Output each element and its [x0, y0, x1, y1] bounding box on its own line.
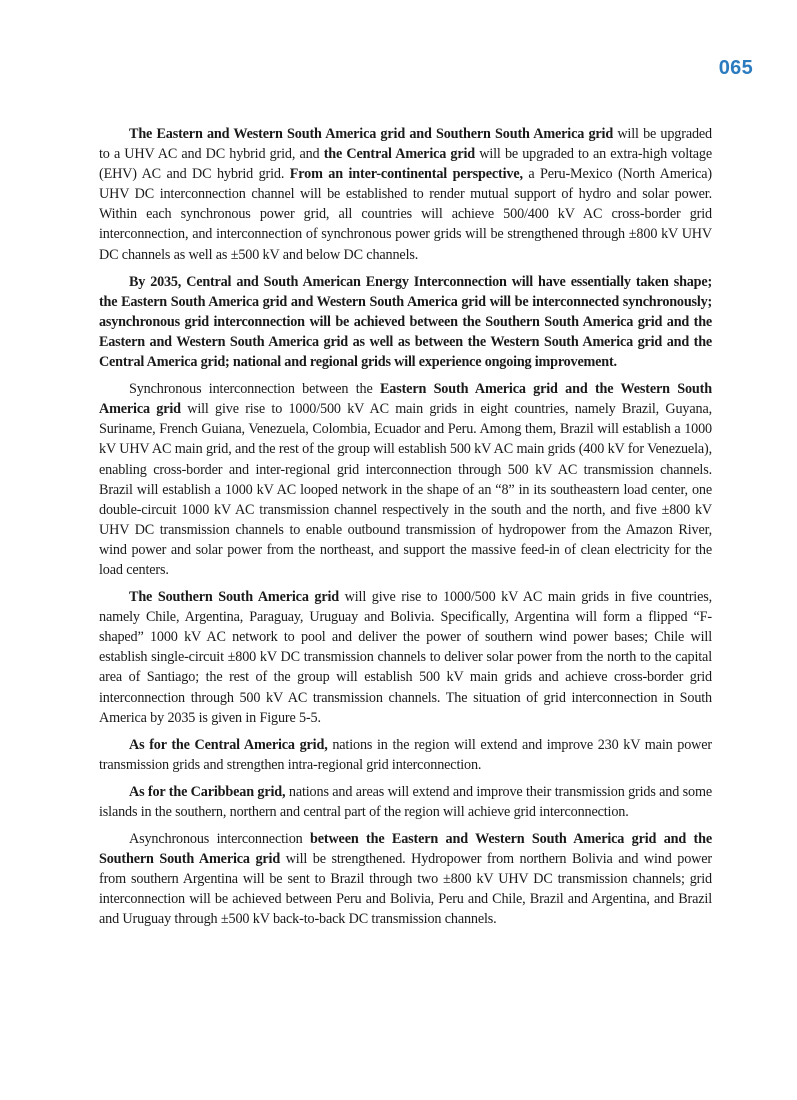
text: will be upgraded to an extra-high voltage (EHV) AC and DC hybrid grid.	[99, 146, 713, 183]
paragraph-southern-grid	[99, 587, 712, 728]
paragraph-caribbean	[99, 782, 712, 822]
bold-text: From an inter-continental perspective,	[289, 166, 523, 183]
body-text	[99, 124, 712, 937]
text: nations in the region will extend and improve 230 kV main power transmission grids and strengthen intra-regional grid interconnection.	[99, 736, 712, 773]
bold-text: The Southern South America grid	[129, 589, 340, 606]
bold-text: between the Eastern and Western South America grid and the Southern South America grid	[99, 831, 712, 868]
bold-text: By 2035, Central and South American Energy Interconnection will have essentially taken shape; the Eastern South America grid and Western South America grid will be interconnected synchronously; asynchronous grid interconnection will be achieved between the Southern South America grid and the Eastern and Western South America grid as well as between the Western South America grid and the Central America grid; national and regional grids will experience ongoing improvement.	[99, 273, 712, 371]
bold-text: the Central America grid	[323, 146, 476, 163]
text: a Peru-Mexico (North America) UHV DC interconnection channel will be established to render mutual support of hydro and solar power. Within each synchronous power grid, all countries will achieve 500/400 kV AC cross-border grid interconnection, and interconnection of synchronous power grids will be strengthened through ±800 kV UHV DC channels as well as ±500 kV and below DC channels.	[99, 166, 712, 263]
paragraph-central-america	[99, 735, 712, 775]
paragraph-2035-summary	[99, 272, 712, 372]
paragraph-asynchronous	[99, 829, 712, 929]
text: will give rise to 1000/500 kV AC main grids in eight countries, namely Brazil, Guyana, Suriname, French Guiana, Venezuela, Colombia, Ecuador and Peru. Among them, Brazil will establish a 1000 kV UHV AC main grid, and the rest of the group will establish 500 kV AC main grids (400 kV for Venezuela), enabling cross-border and inter-regional grid interconnection through 500 kV AC transmission channels. Brazil will establish a 1000 kV AC looped network in the shape of an “8” in its southeastern load center, one double-circuit 1000 kV AC transmission channel respectively in the south and the north, and five ±800 kV UHV DC transmission channels to enable outbound transmission of hydropower from the Amazon River, wind power and solar power from the northeast, and support the massive feed-in of clean electricity for the load centers.	[99, 401, 712, 578]
text: will be upgraded to a UHV AC and DC hybrid grid, and	[99, 126, 713, 163]
text: will give rise to 1000/500 kV AC main grids in five countries, namely Chile, Argentina, Paraguay, Uruguay and Bolivia. Specifically, Argentina will form a flipped “F-shaped” 1000 kV AC network to pool and deliver the power of southern wind power bases; Chile will establish single-circuit ±800 kV DC transmission channels to deliver solar power from the north to the capital area of Santiago; the rest of the group will establish 500 kV main grids and achieve cross-border grid interconnection through 500 kV AC transmission channels. The situation of grid interconnection in South America by 2035 is given in Figure 5-5.	[99, 589, 712, 726]
bold-text: The Eastern and Western South America grid and Southern South America grid	[129, 126, 614, 142]
bold-text: As for the Caribbean grid,	[129, 783, 286, 800]
text: nations and areas will extend and improve their transmission grids and some islands in the southern, northern and central part of the region will achieve grid interconnection.	[99, 783, 712, 820]
paragraph-eastern-western-grid	[99, 379, 712, 580]
text: Synchronous interconnection between the	[129, 381, 380, 398]
paragraph-grid-upgrade	[99, 124, 712, 265]
page-number: 065	[718, 57, 753, 79]
text: Asynchronous interconnection	[129, 831, 310, 848]
bold-text: As for the Central America grid,	[129, 736, 328, 753]
bold-text: Eastern South America grid and the Western South America grid	[99, 381, 712, 418]
text: will be strengthened. Hydropower from northern Bolivia and wind power from southern Argentina will be sent to Brazil through two ±800 kV UHV DC transmission channels; grid interconnection will be achieved between Peru and Bolivia, Peru and Chile, Brazil and Argentina, and Brazil and Uruguay through ±500 kV back-to-back DC transmission channels.	[99, 851, 712, 928]
